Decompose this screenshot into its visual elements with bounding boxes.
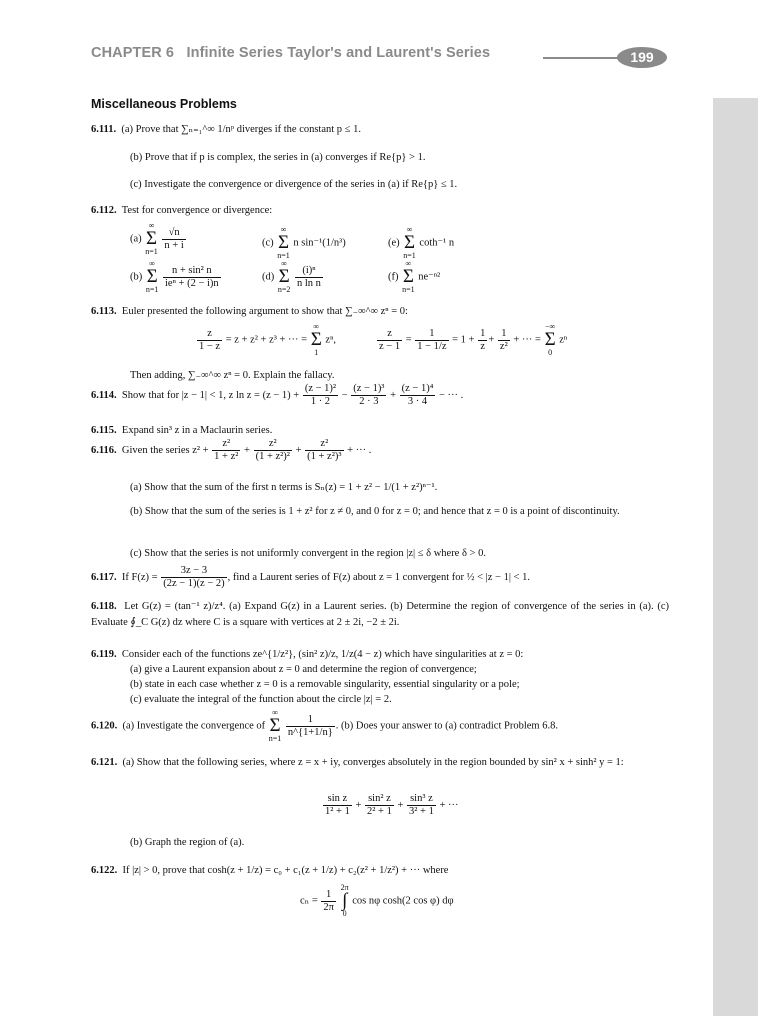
problem-number: 6.111. bbox=[91, 124, 117, 135]
problem-text: Expand sin³ z in a Maclaurin series. bbox=[121, 425, 273, 436]
fraction bbox=[212, 438, 240, 463]
problem-6-122-integral bbox=[300, 884, 454, 918]
numerator: 1 bbox=[415, 328, 448, 341]
denominator: z − 1 bbox=[379, 340, 401, 352]
problem-text: Show that for |z − 1| < 1, z ln z = (z − 1) + bbox=[121, 389, 300, 401]
expression: = 1 + bbox=[452, 334, 475, 346]
numerator: √n bbox=[162, 227, 185, 240]
problem-text: Let G(z) = (tan⁻¹ z)/z⁴. (a) Expand G(z) in a Laurent series. (b) Determine the region of convergence of the series in (a). (c) Evaluate ∮_C G(z) dz where C is a square with vertices at 2 ± 2i, −2 ± 2i. bbox=[91, 601, 670, 628]
problem-number: 6.118. bbox=[91, 601, 117, 612]
page-number: 199 bbox=[617, 47, 667, 68]
expression: cₙ = bbox=[300, 895, 318, 907]
numerator: 1 bbox=[480, 327, 486, 339]
problem-6-115 bbox=[91, 424, 272, 437]
sum-upper: ∞ bbox=[405, 259, 412, 268]
denominator: (2z − 1)(z − 2) bbox=[163, 578, 225, 589]
problem-6-111-a bbox=[91, 123, 361, 136]
numerator: (z − 1)⁴ bbox=[401, 383, 434, 394]
summation-sign: ∞ Σ n=1 bbox=[145, 259, 159, 294]
denominator: n + i bbox=[164, 239, 184, 251]
denominator: 3 · 4 bbox=[407, 396, 428, 407]
problem-6-113 bbox=[91, 305, 408, 318]
problem-text: Given the series z² + bbox=[121, 444, 209, 456]
problem-6-119-c: (c) evaluate the integral of the function about the circle |z| = 2. bbox=[130, 694, 392, 705]
chapter-label: CHAPTER 6 bbox=[91, 45, 175, 61]
item-label: (d) bbox=[262, 271, 275, 283]
expression: + ··· . bbox=[347, 444, 372, 456]
sum-upper: ∞ bbox=[280, 225, 287, 234]
section-title: Miscellaneous Problems bbox=[91, 97, 237, 111]
fraction bbox=[498, 328, 510, 353]
fraction bbox=[286, 714, 335, 739]
expression: cos nφ cosh(2 cos φ) dφ bbox=[352, 895, 454, 907]
numerator: z bbox=[197, 328, 222, 341]
integral-upper: 2π bbox=[340, 883, 349, 892]
expression: + ··· bbox=[439, 799, 459, 811]
sum-upper: −∞ bbox=[544, 322, 556, 331]
chapter-header bbox=[91, 45, 490, 61]
denominator: 2π bbox=[323, 901, 334, 913]
numerator: z bbox=[377, 328, 402, 341]
item-label: (e) bbox=[388, 237, 400, 249]
sum-lower: n=1 bbox=[277, 251, 290, 260]
fraction bbox=[197, 328, 222, 353]
expression: n sin⁻¹(1/n³) bbox=[293, 237, 346, 249]
denominator: n^{1+1/n} bbox=[287, 726, 333, 738]
problem-text: (a) Investigate the convergence of bbox=[122, 720, 266, 732]
problem-text: If |z| > 0, prove that cosh(z + 1/z) = c₀ + c₁(z + 1/z) + c₂(z² + 1/z²) + ··· where bbox=[122, 865, 449, 876]
denominator: 3² + 1 bbox=[409, 806, 434, 817]
numerator: (i)ⁿ bbox=[295, 265, 323, 278]
fraction bbox=[407, 793, 436, 818]
numerator: (z − 1)³ bbox=[353, 383, 385, 394]
problem-6-112-d bbox=[262, 260, 324, 294]
denominator: 1² + 1 bbox=[325, 806, 350, 817]
problem-number: 6.117. bbox=[91, 571, 117, 583]
problem-6-119 bbox=[91, 648, 523, 661]
denominator: z bbox=[480, 340, 486, 352]
problem-6-112-a bbox=[130, 222, 187, 256]
problem-6-112 bbox=[91, 204, 272, 217]
problem-6-121 bbox=[91, 755, 669, 771]
sum-upper: ∞ bbox=[281, 259, 287, 268]
fraction bbox=[321, 889, 336, 914]
expression: ne⁻ⁿ² bbox=[418, 271, 441, 283]
denominator: 1 − z bbox=[199, 340, 221, 352]
fraction bbox=[365, 793, 394, 818]
sum-lower: 0 bbox=[548, 348, 553, 357]
fraction bbox=[162, 227, 185, 252]
problem-6-113-then: Then adding, ∑₋∞^∞ zⁿ = 0. Explain the fallacy. bbox=[130, 370, 335, 381]
problem-6-111-b: (b) Prove that if p is complex, the series in (a) converges if Re{p} > 1. bbox=[130, 152, 426, 163]
problem-6-114: 6.114. Show that for |z − 1| < 1, z ln z = (z − 1) + $\frac{\text{(z − 1)²}}{1 \cdot 2}$ − $\frac{\text{(z − 1)³}}{2 \cdot 3}$ + $\frac{\text{(z − 1)⁴}}{3 \cdot 4}$ − ··· . bbox=[91, 383, 464, 407]
numerator: z² bbox=[212, 438, 240, 451]
expression: = z + z² + z³ + ··· = bbox=[225, 334, 308, 346]
denominator: 2 · 3 bbox=[359, 396, 379, 407]
problem-number: 6.121. bbox=[91, 757, 118, 768]
item-label: (f) bbox=[388, 271, 399, 283]
problem-text: Consider each of the functions ze^{1/z²}, (sin² z)/z, 1/z(4 − z) which have singularities at z = 0: bbox=[121, 649, 524, 660]
problem-number: 6.119. bbox=[91, 649, 117, 660]
expression: − ··· . bbox=[439, 389, 464, 401]
euler-equation-1 bbox=[196, 323, 336, 357]
numerator: (z − 1)² bbox=[304, 383, 337, 394]
item-label: (a) bbox=[130, 233, 142, 245]
problem-6-120 bbox=[91, 709, 558, 743]
problem-number: 6.120. bbox=[91, 720, 118, 732]
fraction bbox=[254, 438, 292, 463]
problem-text: . (b) Does your answer to (a) contradict Problem 6.8. bbox=[335, 720, 558, 732]
problem-6-118 bbox=[91, 599, 669, 631]
problem-text: (a) Prove that ∑ₙ₌₁^∞ 1/nᵖ diverges if the constant p ≤ 1. bbox=[121, 124, 361, 135]
summation-sign: ∞ Σ n=2 bbox=[277, 259, 291, 294]
numerator: 1 bbox=[321, 889, 336, 902]
problem-number: 6.115. bbox=[91, 425, 117, 436]
problem-6-119-a: (a) give a Laurent expansion about z = 0 and determine the region of convergence; bbox=[130, 664, 477, 675]
numerator: z² bbox=[305, 438, 343, 451]
summation-sign: ∞ Σ n=1 bbox=[402, 259, 415, 294]
integral-lower: 0 bbox=[342, 909, 347, 918]
problem-6-122 bbox=[91, 864, 448, 877]
numerator: sin³ z bbox=[407, 793, 436, 806]
fraction bbox=[295, 265, 323, 290]
item-label: (c) bbox=[262, 237, 274, 249]
problem-text: If F(z) = bbox=[121, 571, 158, 583]
denominator: ieⁿ + (2 − i)n bbox=[165, 277, 219, 289]
fraction bbox=[303, 383, 338, 408]
problem-text: Euler presented the following argument to show that ∑₋∞^∞ zⁿ = 0: bbox=[121, 306, 408, 317]
summation-sign: ∞ Σ n=1 bbox=[268, 708, 282, 743]
expression: coth⁻¹ n bbox=[419, 237, 455, 249]
problem-6-116-b: (b) Show that the sum of the series is 1 + z² for z ≠ 0, and 0 for z = 0; and hence that z = 0 is a point of discontinuity. bbox=[130, 506, 620, 517]
sum-upper: ∞ bbox=[149, 259, 155, 268]
problem-number: 6.114. bbox=[91, 389, 117, 401]
problem-6-111-c: (c) Investigate the convergence or divergence of the series in (a) if Re{p} ≤ 1. bbox=[130, 179, 458, 190]
denominator: 1 − 1/z bbox=[417, 340, 447, 352]
fraction bbox=[478, 328, 487, 353]
chapter-title: Infinite Series Taylor's and Laurent's Series bbox=[186, 45, 491, 61]
problem-text: Test for convergence or divergence: bbox=[121, 205, 273, 216]
problem-6-121-b: (b) Graph the region of (a). bbox=[130, 837, 245, 848]
problem-6-116: 6.116. Given the series z² + $\frac{\text{z²}}{\text{1 + z²}}$ + $\frac{\text{z²}}{\text{(1 + z²)²}}$ + $\frac{\text{z²}}{\text{(1 + z²)³}}$ + ··· . bbox=[91, 438, 372, 462]
sum-lower: 1 bbox=[314, 348, 319, 357]
denominator: (1 + z²)³ bbox=[307, 451, 342, 462]
fraction bbox=[377, 328, 402, 353]
fraction bbox=[415, 328, 448, 353]
numerator: 3z − 3 bbox=[161, 565, 226, 578]
denominator: z² bbox=[499, 340, 508, 352]
problem-6-116-a: (a) Show that the sum of the first n terms is Sₙ(z) = 1 + z² − 1/(1 + z²)ⁿ⁻¹. bbox=[130, 482, 438, 493]
denominator: 1 + z² bbox=[214, 451, 239, 462]
sum-lower: n=1 bbox=[145, 285, 159, 294]
fraction bbox=[351, 383, 386, 408]
sum-lower: n=2 bbox=[277, 285, 291, 294]
problem-6-121-series: $\frac{\text{sin z}}{\text{1² + 1}}$ + $\frac{\text{sin² z}}{\text{2² + 1}}$ + $\frac{\text{sin³ z}}{\text{3² + 1}}$ + ··· bbox=[325, 793, 459, 817]
problem-6-112-f bbox=[388, 260, 440, 294]
summation-sign: −∞ Σ 0 bbox=[544, 322, 556, 357]
expression: zⁿ, bbox=[325, 334, 336, 346]
numerator: 1 bbox=[498, 328, 510, 341]
header-rule bbox=[543, 57, 628, 59]
problem-number: 6.116. bbox=[91, 444, 117, 456]
sum-lower: n=1 bbox=[403, 251, 416, 260]
sum-upper: ∞ bbox=[313, 322, 320, 331]
side-thumb-tab bbox=[713, 98, 758, 1016]
summation-sign: ∞ Σ n=1 bbox=[277, 225, 290, 260]
euler-equation-2: $\frac{z}{z - 1}$ = $\frac{1}{1 - 1/z}$ = 1 + $\frac{1}{z}$ + $\frac{1}{\text{z²}}$ + ··· = −∞ Σ 0 zⁿ bbox=[379, 322, 568, 357]
numerator: sin z bbox=[323, 793, 352, 806]
problem-6-112-c bbox=[262, 226, 346, 260]
fraction bbox=[323, 793, 352, 818]
problem-text: (a) Show that the following series, where z = x + iy, converges absolutely in the region bounded by sin² x + sinh² y = 1: bbox=[122, 757, 624, 768]
fraction bbox=[163, 265, 221, 290]
numerator: z² bbox=[254, 438, 292, 451]
denominator: (1 + z²)² bbox=[255, 451, 290, 462]
problem-6-117 bbox=[91, 565, 530, 590]
sum-lower: n=1 bbox=[145, 247, 158, 256]
problem-6-116-c: (c) Show that the series is not uniformly convergent in the region |z| ≤ δ where δ > 0. bbox=[130, 548, 486, 559]
integral-sign: 2π ∫ 0 bbox=[340, 883, 349, 918]
denominator: 1 · 2 bbox=[310, 396, 331, 407]
expression: + ··· = bbox=[513, 334, 541, 346]
problem-6-112-b bbox=[130, 260, 222, 294]
sum-upper: ∞ bbox=[406, 225, 413, 234]
problem-number: 6.113. bbox=[91, 306, 117, 317]
problem-number: 6.112. bbox=[91, 205, 117, 216]
numerator: 1 bbox=[286, 714, 335, 727]
summation-sign: ∞ Σ n=1 bbox=[403, 225, 416, 260]
fraction bbox=[400, 383, 436, 408]
numerator: sin² z bbox=[365, 793, 394, 806]
problem-number: 6.122. bbox=[91, 865, 118, 876]
denominator: n ln n bbox=[297, 277, 321, 289]
problem-6-119-b: (b) state in each case whether z = 0 is a removable singularity, essential singularity or a pole; bbox=[130, 679, 520, 690]
problem-6-112-e bbox=[388, 226, 454, 260]
numerator: n + sin² n bbox=[163, 265, 221, 278]
item-label: (b) bbox=[130, 271, 143, 283]
fraction bbox=[161, 565, 226, 590]
sum-upper: ∞ bbox=[272, 708, 278, 717]
sum-upper: ∞ bbox=[148, 221, 155, 230]
denominator: 2² + 1 bbox=[367, 806, 392, 817]
summation-sign: ∞ Σ 1 bbox=[310, 322, 322, 357]
fraction bbox=[305, 438, 343, 463]
summation-sign: ∞ Σ n=1 bbox=[145, 221, 158, 256]
problem-text: , find a Laurent series of F(z) about z = 1 convergent for ½ < |z − 1| < 1. bbox=[227, 571, 530, 583]
expression: zⁿ bbox=[559, 334, 568, 346]
sum-lower: n=1 bbox=[402, 285, 415, 294]
sum-lower: n=1 bbox=[268, 734, 282, 743]
